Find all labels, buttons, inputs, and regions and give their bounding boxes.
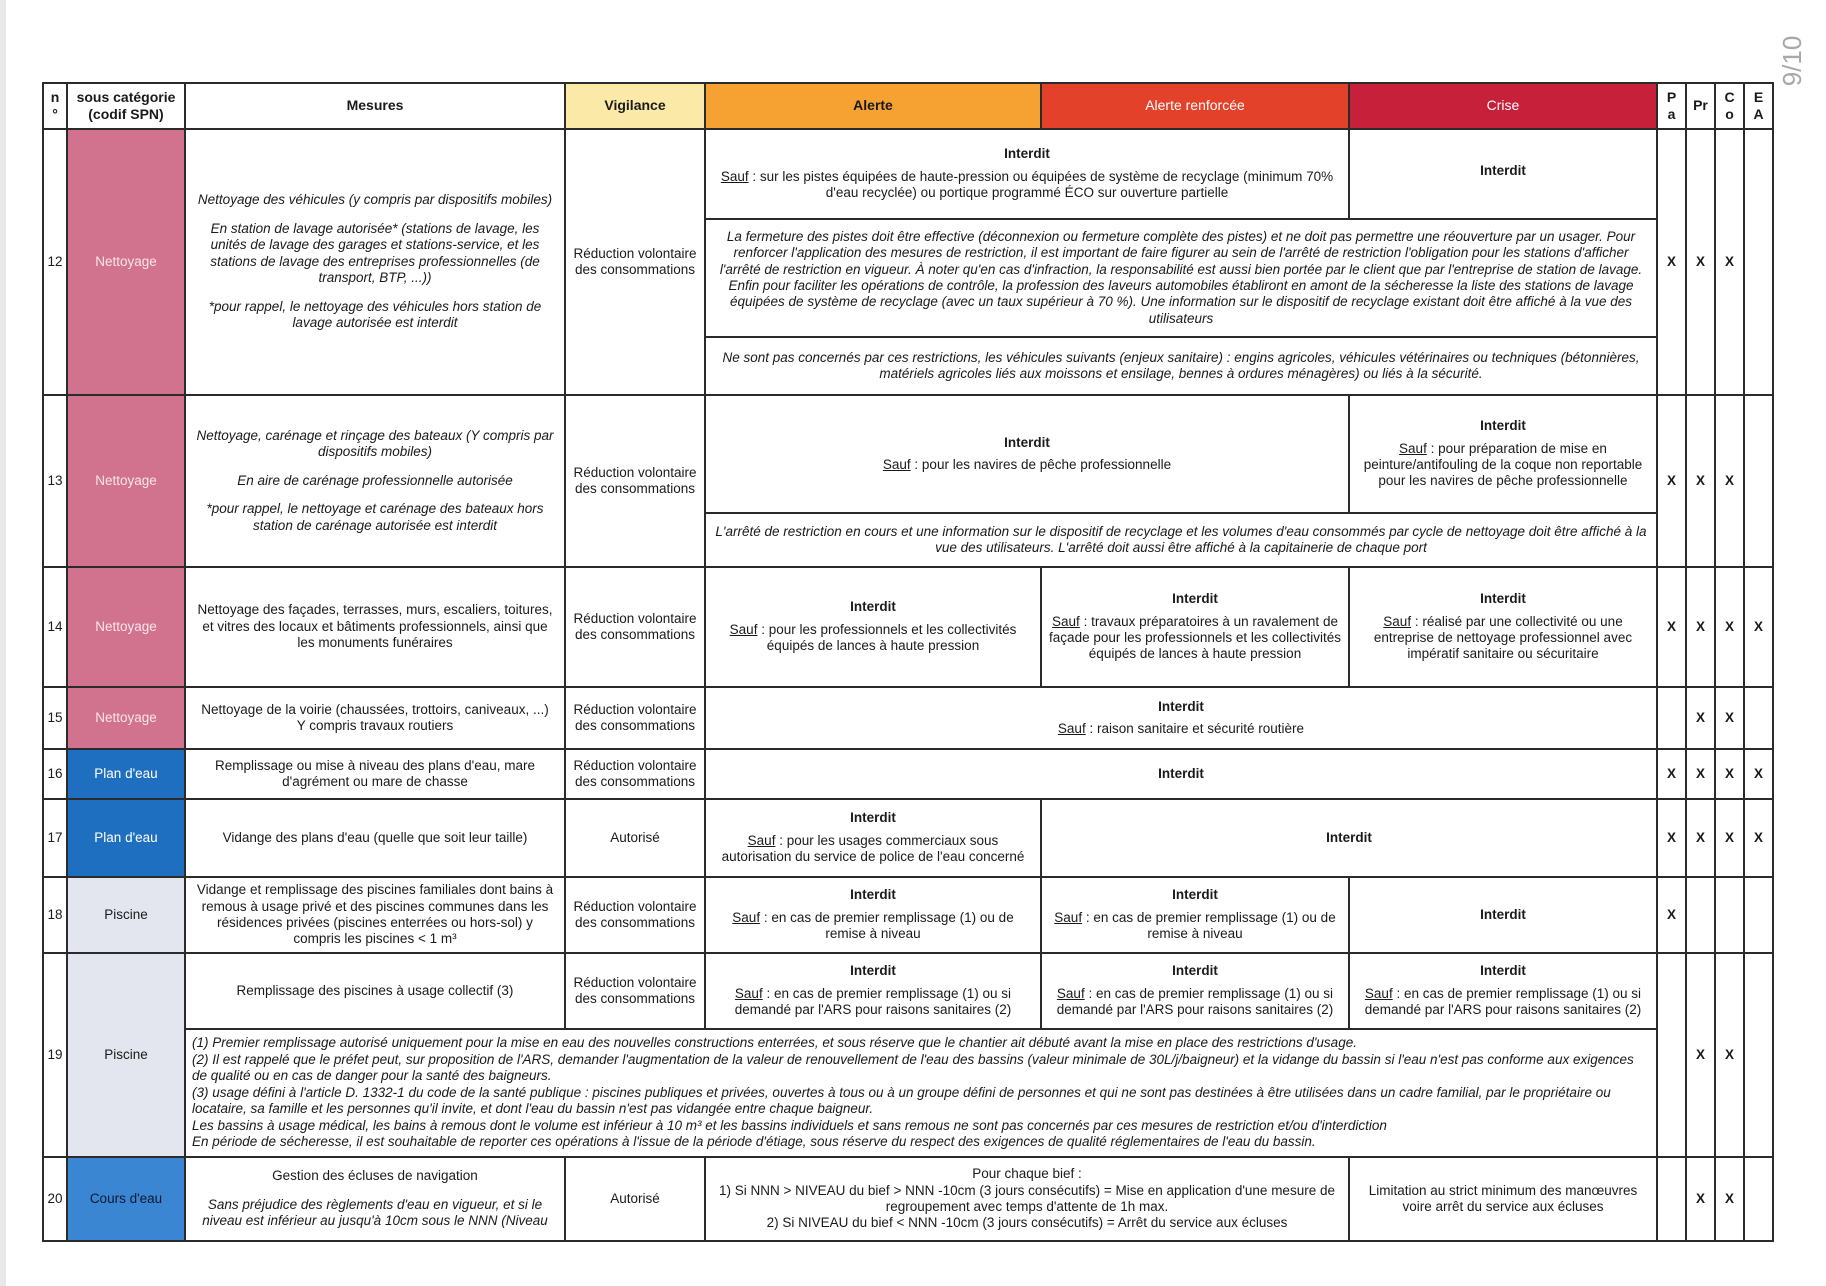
mesure-text: Sans préjudice des règlements d'eau en vigueur, et si le niveau est inférieur au jusqu'à 10cm sous le NNN (Niveau [202, 1196, 548, 1229]
interdit-label: Interdit [850, 599, 896, 615]
ea-mark: X [1744, 567, 1773, 687]
vigilance-cell: Réduction volontaire des consommations [565, 395, 705, 567]
interdit-label: Interdit [1326, 829, 1372, 845]
category-cell: Cours d'eau [67, 1157, 185, 1241]
alerte-cell [705, 567, 1041, 687]
sauf-text: : en cas de premier remplissage (1) ou de remise à niveau [760, 909, 1014, 942]
interdit-label: Interdit [1172, 963, 1218, 979]
mesure-cell: Nettoyage des façades, terrasses, murs, escaliers, toitures, et vitres des locaux et bâtiments professionnels, ainsi que les monuments funéraires [185, 567, 565, 687]
crise-cell [1349, 953, 1657, 1029]
pr-mark: X [1686, 1157, 1715, 1241]
sauf-text: : réalisé par une collectivité ou une entreprise de nettoyage professionnel avec impératif sanitaire ou sécuritaire [1373, 613, 1633, 662]
row-number: 15 [43, 687, 67, 749]
ea-mark: X [1744, 749, 1773, 799]
sauf-text: : pour préparation de mise en peinture/antifouling de la coque non reportable pour les navires de pêche professionnelle [1363, 440, 1643, 489]
category-cell: Nettoyage [67, 395, 185, 567]
pa-mark: X [1657, 749, 1686, 799]
pr-mark: X [1686, 395, 1715, 567]
ea-mark [1744, 953, 1773, 1157]
header-crise: Crise [1349, 83, 1657, 129]
ea-mark [1744, 129, 1773, 395]
interdit-label: Interdit [1158, 765, 1204, 781]
row-number: 19 [43, 953, 67, 1157]
alerte-renforcee-cell [1041, 953, 1349, 1029]
header-pr: Pr [1686, 83, 1715, 129]
header-sous-categorie: sous catégorie (codif SPN) [67, 83, 185, 129]
interdit-label: Interdit [1004, 146, 1050, 162]
header-alerte: Alerte [705, 83, 1041, 129]
pa-mark: X [1657, 395, 1686, 567]
interdit-label: Interdit [1172, 591, 1218, 607]
interdit-label: Interdit [1172, 887, 1218, 903]
mesure-text: *pour rappel, le nettoyage et carénage des bateaux hors station de carénage autorisée est interdit [206, 501, 544, 533]
co-mark: X [1715, 799, 1744, 877]
mesure-text: Y compris travaux routiers [296, 718, 454, 733]
footnote: (1) Premier remplissage autorisé uniquement pour la mise en eau des nouvelles constructions enterrées, et sous réserve que le chantier ait débuté avant la mise en place des restrictions d'usage. [192, 1035, 1357, 1051]
sauf-text: : pour les professionnels et les collectivités équipés de lances à haute pression [757, 621, 1017, 654]
bief-title: Pour chaque bief : [972, 1166, 1082, 1182]
alerte-to-crise-cell [705, 687, 1657, 749]
row-number: 18 [43, 877, 67, 953]
sauf-text: : en cas de premier remplissage (1) ou de remise à niveau [1082, 909, 1336, 942]
vigilance-cell: Réduction volontaire des consommations [565, 687, 705, 749]
pa-mark: X [1657, 567, 1686, 687]
interdit-label: Interdit [850, 887, 896, 903]
interdit-label: Interdit [1480, 591, 1526, 607]
pa-mark [1657, 687, 1686, 749]
alerte-cell [705, 129, 1349, 219]
row-number: 20 [43, 1157, 67, 1241]
table-row-18 [43, 877, 1773, 953]
header-alerte-renforcee: Alerte renforcée [1041, 83, 1349, 129]
ea-mark [1744, 395, 1773, 567]
table-row-16 [43, 749, 1773, 799]
alerte-renforcee-cell [1041, 877, 1349, 953]
pa-mark: X [1657, 799, 1686, 877]
renforcee-crise-cell [1041, 799, 1657, 877]
mesure-text: Nettoyage des véhicules (y compris par dispositifs mobiles) [197, 192, 553, 208]
bief-rule: 2) Si NIVEAU du bief < NNN -10cm (3 jours consécutifs) = Arrêt du service aux écluses [766, 1215, 1288, 1231]
interdit-label: Interdit [1004, 434, 1050, 450]
interdit-label: Interdit [850, 810, 896, 826]
footnote: (3) usage défini à l'article D. 1332-1 du code de la santé publique : piscines publiques et privées, ouvertes à tous ou à un groupe défini de personnes et qui ne sont pas destinées à être utilisées dans un cadre familial, par le propriétaire ou locataire, sa famille et les personnes qu'il invite, et dont l'eau du bassin n'est pas vidangée entre chaque baigneur. [192, 1084, 1611, 1117]
mesure-text: Gestion des écluses de navigation [272, 1168, 478, 1184]
row-number: 12 [43, 129, 67, 395]
sauf-label: Sauf [747, 832, 776, 848]
table-row-13 [43, 395, 1773, 513]
mesure-text: Nettoyage, carénage et rinçage des bateaux (Y compris par dispositifs mobiles) [196, 427, 554, 460]
interdit-label: Interdit [1158, 698, 1204, 714]
bief-rule: 1) Si NNN > NIVEAU du bief > NNN -10cm (3 jours consécutifs) = Mise en application d'une mesure de regroupement avec temps d'attente de 1h max. [719, 1182, 1335, 1214]
table-row-20 [43, 1157, 1773, 1241]
co-mark: X [1715, 687, 1744, 749]
table-row-17 [43, 799, 1773, 877]
sauf-text: : en cas de premier remplissage (1) ou si demandé par l'ARS pour raisons sanitaires (2) [1364, 985, 1642, 1018]
sauf-label: Sauf [1054, 909, 1083, 925]
pa-mark: X [1657, 877, 1686, 953]
sauf-text: : en cas de premier remplissage (1) ou si demandé par l'ARS pour raisons sanitaires (2) [1056, 985, 1334, 1018]
sauf-label: Sauf [729, 621, 758, 637]
mesure-cell: Remplissage ou mise à niveau des plans d'eau, mare d'agrément ou mare de chasse [185, 749, 565, 799]
mesure-cell [185, 1157, 565, 1241]
table-row-15 [43, 687, 1773, 749]
vigilance-cell: Autorisé [565, 799, 705, 877]
header-co: Co [1715, 83, 1744, 129]
table-row-19 [43, 953, 1773, 1029]
sauf-label: Sauf [1399, 440, 1427, 456]
category-cell: Nettoyage [67, 567, 185, 687]
pr-mark: X [1686, 129, 1715, 395]
header-mesures: Mesures [185, 83, 565, 129]
page-number: 9/10 [1776, 35, 1807, 87]
crise-cell [1349, 567, 1657, 687]
pr-mark: X [1686, 953, 1715, 1157]
sauf-label: Sauf [882, 457, 911, 472]
mesure-cell: Vidange des plans d'eau (quelle que soit leur taille) [185, 799, 565, 877]
co-mark [1715, 877, 1744, 953]
pr-mark: X [1686, 799, 1715, 877]
header-pa: Pa [1657, 83, 1686, 129]
category-cell: Plan d'eau [67, 799, 185, 877]
interdit-label: Interdit [1480, 963, 1526, 979]
sauf-label: Sauf [732, 909, 761, 925]
sauf-label: Sauf [1364, 985, 1393, 1001]
sauf-text: : en cas de premier remplissage (1) ou si demandé par l'ARS pour raisons sanitaires (2) [734, 985, 1012, 1018]
sauf-text: : sur les pistes équipées de haute-pression ou équipées de système de recyclage (minimum 70% d'eau recyclée) ou portique programmé ÉCO sur ouverture partielle [748, 168, 1334, 201]
interdit-label: Interdit [1480, 162, 1526, 178]
category-cell: Piscine [67, 877, 185, 953]
sauf-label: Sauf [1052, 613, 1080, 629]
co-mark: X [1715, 395, 1744, 567]
scan-edge [0, 0, 6, 1286]
note-cell: Ne sont pas concernés par ces restrictions, les véhicules suivants (enjeux sanitaire) : engins agricoles, véhicules vétérinaires ou techniques (bétonnières, matériels agricoles liés aux moissons et ensilage, bennes à ordures ménagères) ou liés à la sécurité. [705, 337, 1657, 395]
table-row-12 [43, 129, 1773, 219]
sauf-label: Sauf [1057, 721, 1086, 736]
header-n: n° [43, 83, 67, 129]
footnote: En période de sécheresse, il est souhaitable de reporter ces opérations à l'issue de la période d'étiage, sous réserve du respect des exigences de qualité réglementaires de l'eau du bassin. [192, 1134, 1316, 1150]
co-mark: X [1715, 1157, 1744, 1241]
mesure-cell [185, 129, 565, 395]
ea-mark: X [1744, 799, 1773, 877]
crise-cell [1349, 129, 1657, 219]
mesure-text: *pour rappel, le nettoyage des véhicules hors station de lavage autorisée est interdit [208, 298, 542, 331]
sauf-label: Sauf [1056, 985, 1085, 1001]
vigilance-cell: Réduction volontaire des consommations [565, 953, 705, 1029]
crise-cell [1349, 395, 1657, 513]
mesure-text: En aire de carénage professionnelle autorisée [237, 472, 513, 488]
vigilance-cell: Réduction volontaire des consommations [565, 567, 705, 687]
restrictions-table [42, 82, 1774, 1242]
footnotes-cell [185, 1029, 1657, 1157]
mesure-cell: Remplissage des piscines à usage collectif (3) [185, 953, 565, 1029]
co-mark: X [1715, 129, 1744, 395]
row-number: 14 [43, 567, 67, 687]
alerte-renforcee-span-cell [705, 1157, 1349, 1241]
row-number: 13 [43, 395, 67, 567]
crise-cell: Limitation au strict minimum des manœuvres voire arrêt du service aux écluses [1349, 1157, 1657, 1241]
category-cell: Nettoyage [67, 687, 185, 749]
footnote: Les bassins à usage médical, les bains à remous dont le volume est inférieur à 10 m³ et les bassins individuels et sans remous ne sont pas concernés par ces mesures de restriction et/ou d'interdiction [192, 1117, 1387, 1133]
sauf-text: : travaux préparatoires à un ravalement de façade pour les professionnels et les collectivités équipés de lances à haute pression [1049, 613, 1341, 662]
alerte-cell [705, 953, 1041, 1029]
alerte-to-crise-cell [705, 749, 1657, 799]
header-vigilance: Vigilance [565, 83, 705, 129]
pr-mark: X [1686, 567, 1715, 687]
category-cell: Piscine [67, 953, 185, 1157]
mesure-cell: Vidange et remplissage des piscines familiales dont bains à remous à usage privé et des piscines communes dans les résidences privées (piscines enterrées ou hors-sol) y compris les piscines < 1 m³ [185, 877, 565, 953]
mesure-text: En station de lavage autorisée* (stations de lavage, les unités de lavage des garages et stations-service, et les stations de lavage des entreprises professionnelles (de transport, BTP, ...)) [210, 220, 540, 286]
interdit-label: Interdit [1480, 906, 1526, 922]
alerte-cell [705, 395, 1349, 513]
header-row [43, 83, 1773, 129]
note-cell: La fermeture des pistes doit être effective (déconnexion ou fermeture complète des pistes) et ne doit pas permettre une réouverture par un usager. Pour renforcer l'application des mesures de restriction, il est important de faire figurer au sein de l'arrêté de restriction l'obligation pour les stations d'afficher l'arrêté de restriction en vigueur. À noter qu'en cas d'infraction, la responsabilité est aussi bien portée par le client que par l'entreprise de station de lavage. Enfin pour faciliter les opérations de contrôle, la profession des laveurs automobiles établiront en amont de la sécheresse la liste des stations de lavage équipées de système de recyclage (avec un taux supérieur à 70 %). Une information sur le dispositif de recyclage existant doit être affiché à la vue des utilisateurs [705, 219, 1657, 337]
category-cell: Nettoyage [67, 129, 185, 395]
row-number: 16 [43, 749, 67, 799]
interdit-label: Interdit [850, 963, 896, 979]
mesure-cell [185, 687, 565, 749]
co-mark: X [1715, 749, 1744, 799]
sauf-label: Sauf [1383, 613, 1412, 629]
table-row-14 [43, 567, 1773, 687]
row-number: 17 [43, 799, 67, 877]
alerte-cell [705, 799, 1041, 877]
interdit-label: Interdit [1480, 418, 1526, 434]
note-cell: L'arrêté de restriction en cours et une information sur le dispositif de recyclage et les volumes d'eau consommés par cycle de nettoyage doit être affiché à la vue des utilisateurs. L'arrêté doit aussi être affiché à la capitainerie de chaque port [705, 513, 1657, 567]
pr-mark: X [1686, 687, 1715, 749]
vigilance-cell: Autorisé [565, 1157, 705, 1241]
footnote: (2) Il est rappelé que le préfet peut, sur proposition de l'ARS, demander l'augmentation de la valeur de renouvellement de l'eau des bassins (valeur minimale de 30L/j/baigneur) et la vidange du bassin si l'eau n'est pas conforme aux exigences de qualité ou en cas de danger pour la santé des baigneurs. [192, 1051, 1634, 1084]
vigilance-cell: Réduction volontaire des consommations [565, 749, 705, 799]
category-cell: Plan d'eau [67, 749, 185, 799]
pa-mark: X [1657, 129, 1686, 395]
pr-mark: X [1686, 749, 1715, 799]
alerte-renforcee-cell [1041, 567, 1349, 687]
pa-mark [1657, 1157, 1686, 1241]
crise-cell [1349, 877, 1657, 953]
sauf-text: : pour les usages commerciaux sous autorisation du service de police de l'eau concerné [721, 832, 1025, 865]
sauf-text: : pour les navires de pêche professionnelle [910, 457, 1172, 472]
ea-mark [1744, 1157, 1773, 1241]
pr-mark [1686, 877, 1715, 953]
co-mark: X [1715, 567, 1744, 687]
header-ea: EA [1744, 83, 1773, 129]
pa-mark [1657, 953, 1686, 1157]
vigilance-cell: Réduction volontaire des consommations [565, 877, 705, 953]
ea-mark [1744, 877, 1773, 953]
vigilance-cell: Réduction volontaire des consommations [565, 129, 705, 395]
sauf-label: Sauf [734, 985, 763, 1001]
mesure-cell [185, 395, 565, 567]
ea-mark [1744, 687, 1773, 749]
sauf-label: Sauf [720, 168, 749, 184]
sauf-text: : raison sanitaire et sécurité routière [1085, 721, 1305, 736]
mesure-text: Nettoyage de la voirie (chaussées, trottoirs, caniveaux, ...) [201, 701, 549, 717]
alerte-cell [705, 877, 1041, 953]
co-mark: X [1715, 953, 1744, 1157]
table-row-19-footnotes [43, 1029, 1773, 1157]
